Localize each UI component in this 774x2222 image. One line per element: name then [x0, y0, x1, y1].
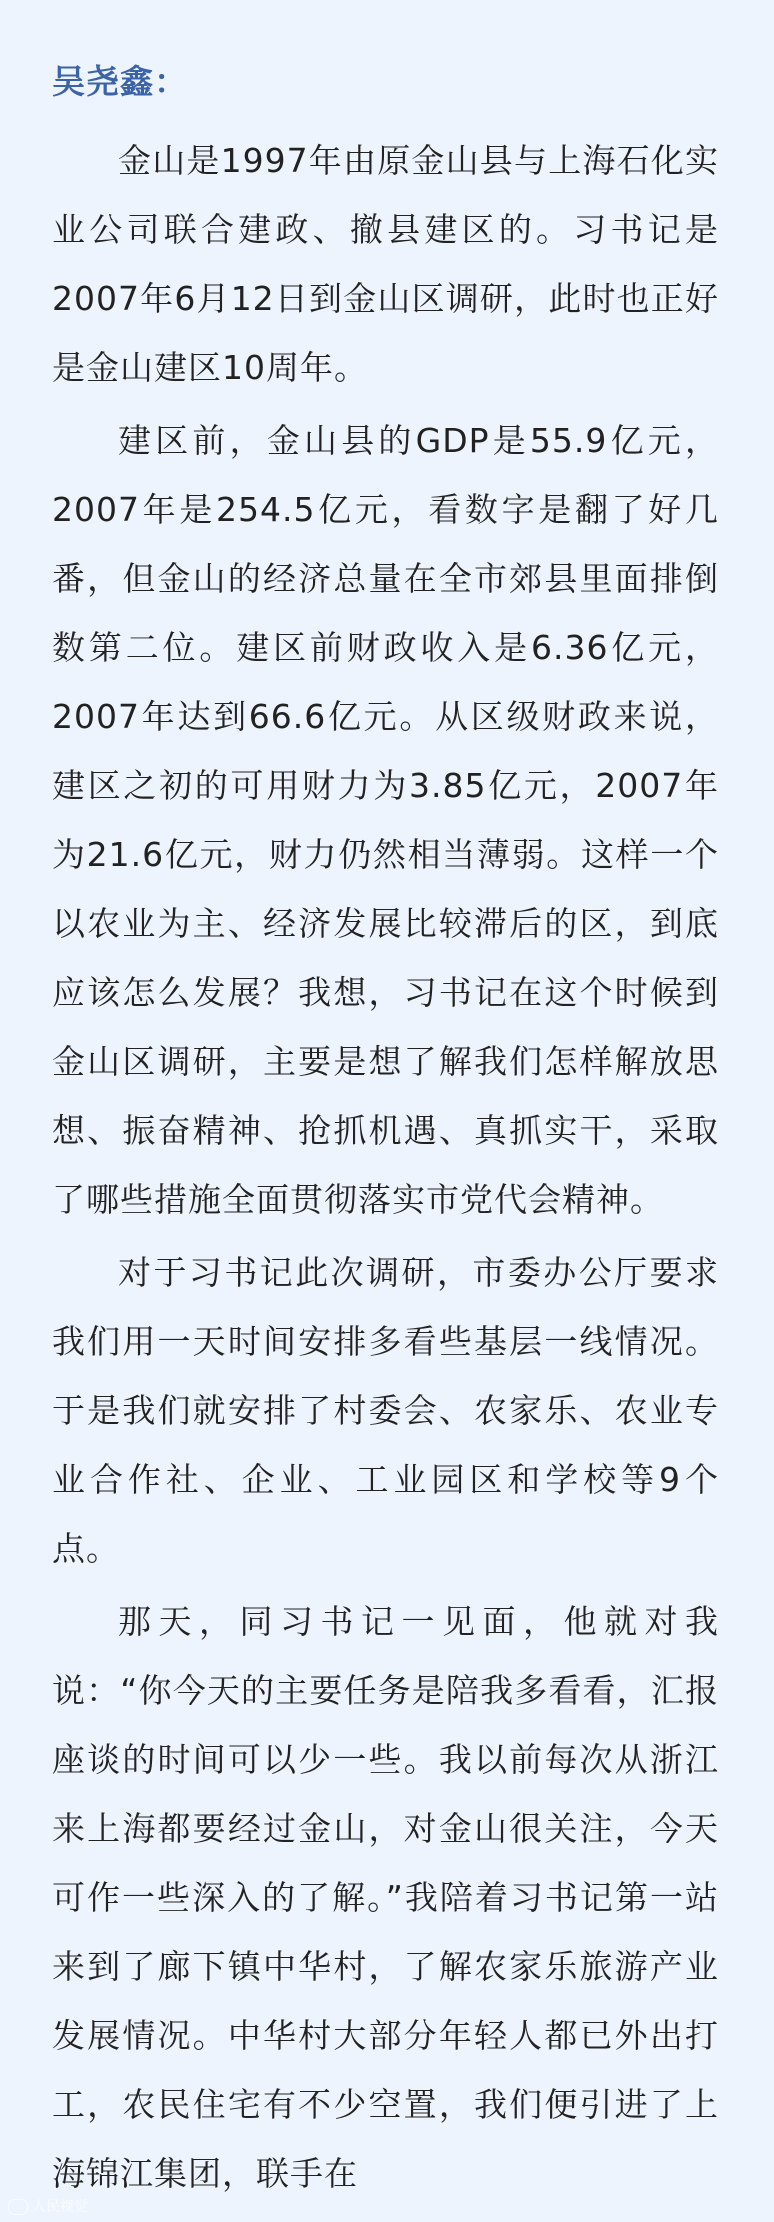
watermark: [8, 2196, 88, 2216]
paragraph: 建区前，金山县的GDP是55.9亿元，2007年是254.5亿元，看数字是翻了好几番，但金山的经济总量在全市郊县里面排倒数第二位。建区前财政收入是6.36亿元，2007年达到66.6亿元。从区级财政来说，建区之初的可用财力为3.85亿元，2007年为21.6亿元，财力仍然相当薄弱。这样一个以农业为主、经济发展比较滞后的区，到底应该怎么发展？我想，习书记在这个时候到金山区调研，主要是想了解我们怎样解放思想、振奋精神、抢抓机遇、真抓实干，采取了哪些措施全面贯彻落实市党代会精神。: [52, 421, 719, 1219]
speaker-name: 吴尧鑫：: [52, 62, 188, 101]
paragraph: 金山是1997年由原金山县与上海石化实业公司联合建政、撤县建区的。习书记是2007年6月12日到金山区调研，此时也正好是金山建区10周年。: [52, 141, 719, 387]
paragraph: 那天，同习书记一见面，他就对我说：“你今天的主要任务是陪我多看看，汇报座谈的时间可以少一些。我以前每次从浙江来上海都要经过金山，对金山很关注，今天可作一些深入的了解。”我陪着习书记第一站来到了廊下镇中华村，了解农家乐旅游产业发展情况。中华村大部分年轻人都已外出打工，农民住宅有不少空置，我们便引进了上海锦江集团，联手在: [52, 1602, 719, 2193]
watermark-text: 人民视觉: [32, 2199, 88, 2215]
paragraph: 对于习书记此次调研，市委办公厅要求我们用一天时间安排多看些基层一线情况。于是我们就安排了村委会、农家乐、农业专业合作社、企业、工业园区和学校等9个点。: [52, 1253, 719, 1568]
watermark-logo-icon: [8, 2199, 28, 2215]
